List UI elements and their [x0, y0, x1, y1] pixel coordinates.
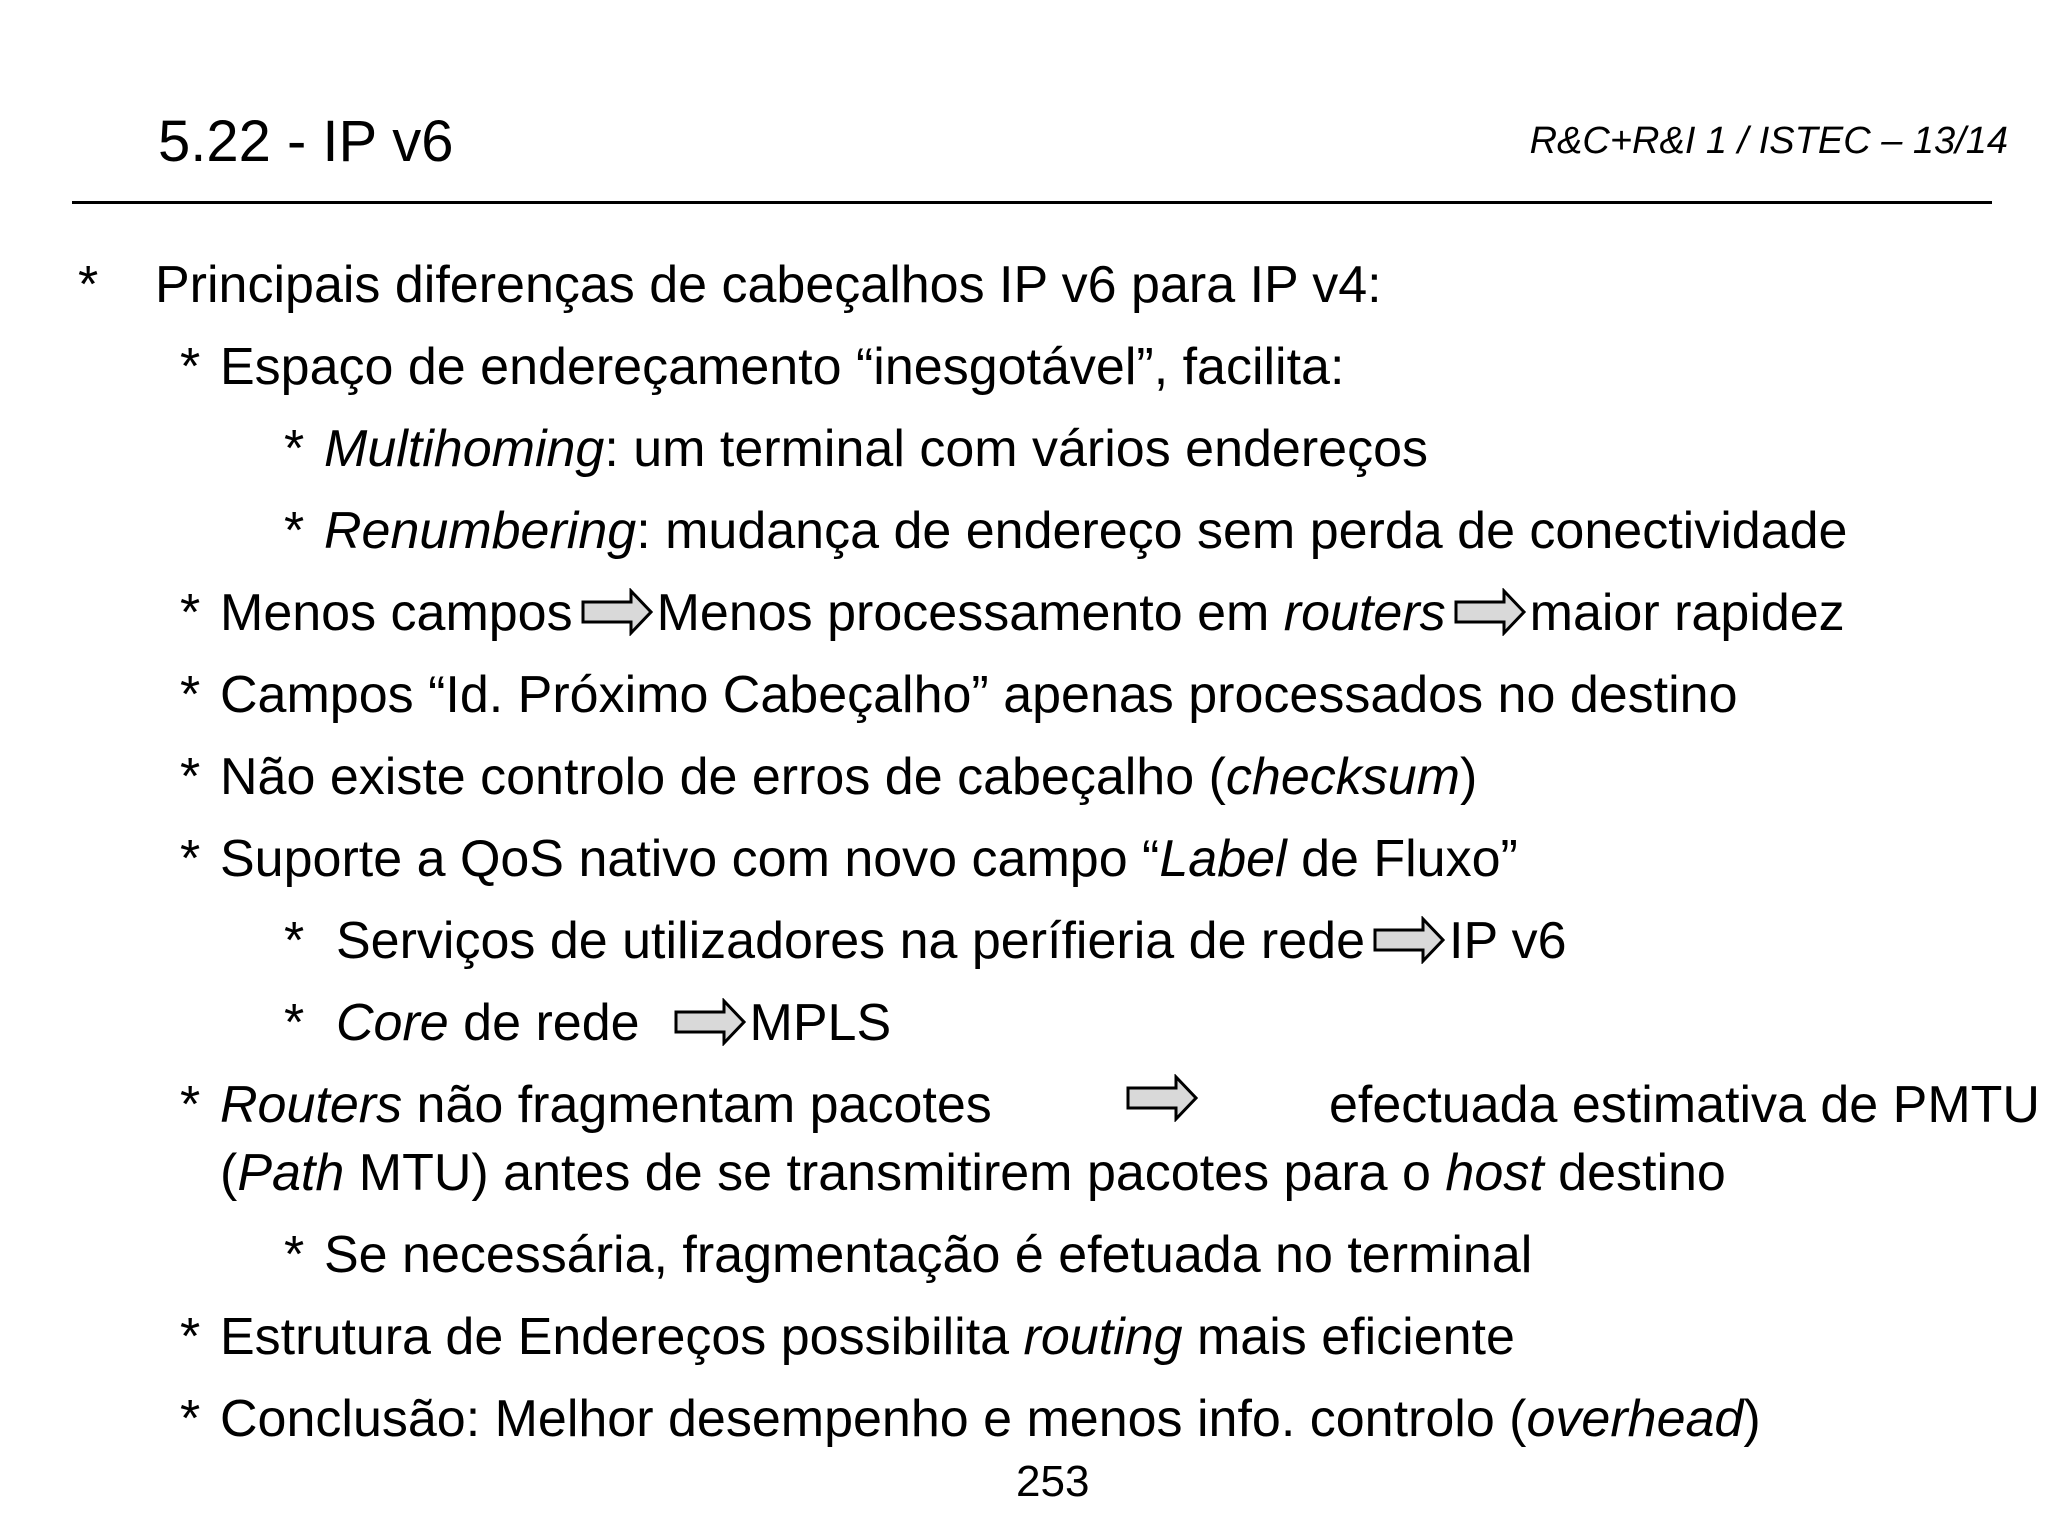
bullet-text: : um terminal com vários endereços — [604, 420, 1428, 478]
bullet-text: MPLS — [749, 994, 892, 1052]
title-divider — [72, 201, 1992, 204]
bullet-marker: * — [180, 1390, 201, 1448]
bullet-marker: * — [284, 420, 305, 478]
bullet-text: efectuada estimativa de PMTU — [1329, 1076, 2040, 1134]
term-path: Path — [237, 1144, 345, 1202]
bullet-text: Campos “Id. Próximo Cabeçalho” apenas processados no destino — [220, 666, 1738, 724]
bullet-fewer-fields — [220, 582, 1845, 644]
bullet-text: ) — [1743, 1390, 1761, 1448]
bullet-text: Suporte a QoS nativo com novo campo “ — [220, 830, 1160, 888]
right-arrow-icon — [1373, 916, 1445, 964]
bullet-text: Estrutura de Endereços possibilita — [220, 1308, 1024, 1366]
term-multihoming: Multihoming — [324, 420, 605, 478]
bullet-marker: * — [180, 666, 201, 724]
bullet-text: ( — [220, 1144, 238, 1202]
bullet-text: destino — [1543, 1144, 1726, 1202]
right-arrow-icon — [1454, 588, 1526, 636]
bullet-text: de rede — [448, 994, 640, 1052]
bullet-no-checksum — [220, 746, 1477, 808]
bullet-edge-services — [336, 910, 1567, 972]
bullet-text: Principais diferenças de cabeçalhos IP v6 para IP v4: — [155, 256, 1382, 314]
bullet-no-fragmentation — [220, 1074, 2040, 1136]
term-core: Core — [336, 994, 449, 1052]
bullet-terminal-fragmentation — [324, 1224, 1532, 1286]
bullet-text: Espaço de endereçamento “inesgotável”, facilita: — [220, 338, 1345, 396]
bullet-marker: * — [180, 338, 201, 396]
bullet-text: mais eficiente — [1182, 1308, 1515, 1366]
bullet-marker: * — [180, 1308, 201, 1366]
bullet-main-differences — [155, 254, 1382, 316]
bullet-text: maior rapidez — [1529, 584, 1845, 642]
bullet-marker: * — [180, 1076, 201, 1134]
bullet-next-header — [220, 664, 1738, 726]
slide-title: 5.22 - IP v6 — [158, 109, 454, 174]
bullet-text: Menos processamento em — [656, 584, 1284, 642]
bullet-address-space — [220, 336, 1344, 398]
bullet-network-core — [336, 992, 891, 1054]
right-arrow-icon — [674, 998, 746, 1046]
bullet-text: Não existe controlo de erros de cabeçalho ( — [220, 748, 1226, 806]
term-routers: Routers — [220, 1076, 403, 1134]
term-routing: routing — [1023, 1308, 1183, 1366]
page-number: 253 — [1016, 1457, 1090, 1506]
term-overhead: overhead — [1526, 1390, 1744, 1448]
bullet-text: : mudança de endereço sem perda de conectividade — [636, 502, 1848, 560]
bullet-marker: * — [284, 1226, 305, 1284]
right-arrow-icon — [581, 588, 653, 636]
term-label: Label — [1159, 830, 1287, 888]
bullet-text: MTU) antes de se transmitirem pacotes para o — [344, 1144, 1446, 1202]
bullet-marker: * — [284, 502, 305, 560]
bullet-marker: * — [180, 748, 201, 806]
bullet-marker: * — [284, 912, 305, 970]
bullet-text: IP v6 — [1449, 912, 1567, 970]
term-host: host — [1445, 1144, 1544, 1202]
bullet-address-structure — [220, 1306, 1515, 1368]
bullet-pmtu-continuation — [220, 1142, 1726, 1204]
bullet-renumbering — [324, 500, 1847, 562]
bullet-multihoming — [324, 418, 1428, 480]
right-arrow-icon — [1126, 1074, 1198, 1122]
bullet-text: Se necessária, fragmentação é efetuada no terminal — [324, 1226, 1533, 1284]
bullet-marker: * — [180, 830, 201, 888]
bullet-text: Conclusão: Melhor desempenho e menos info. controlo ( — [220, 1390, 1527, 1448]
bullet-qos-support — [220, 828, 1518, 890]
bullet-text: não fragmentam pacotes — [402, 1076, 992, 1134]
bullet-marker: * — [284, 994, 305, 1052]
bullet-text: Menos campos — [220, 584, 573, 642]
bullet-marker: * — [78, 256, 99, 314]
term-renumbering: Renumbering — [324, 502, 637, 560]
course-reference: R&C+R&I 1 / ISTEC – 13/14 — [1529, 120, 2008, 162]
term-routers: routers — [1283, 584, 1446, 642]
bullet-text: ) — [1459, 748, 1478, 806]
bullet-text: Serviços de utilizadores na perífieria de rede — [336, 912, 1366, 970]
term-checksum: checksum — [1225, 748, 1460, 806]
bullet-text: de Fluxo” — [1286, 830, 1518, 888]
bullet-marker: * — [180, 584, 201, 642]
bullet-conclusion — [220, 1388, 1761, 1450]
